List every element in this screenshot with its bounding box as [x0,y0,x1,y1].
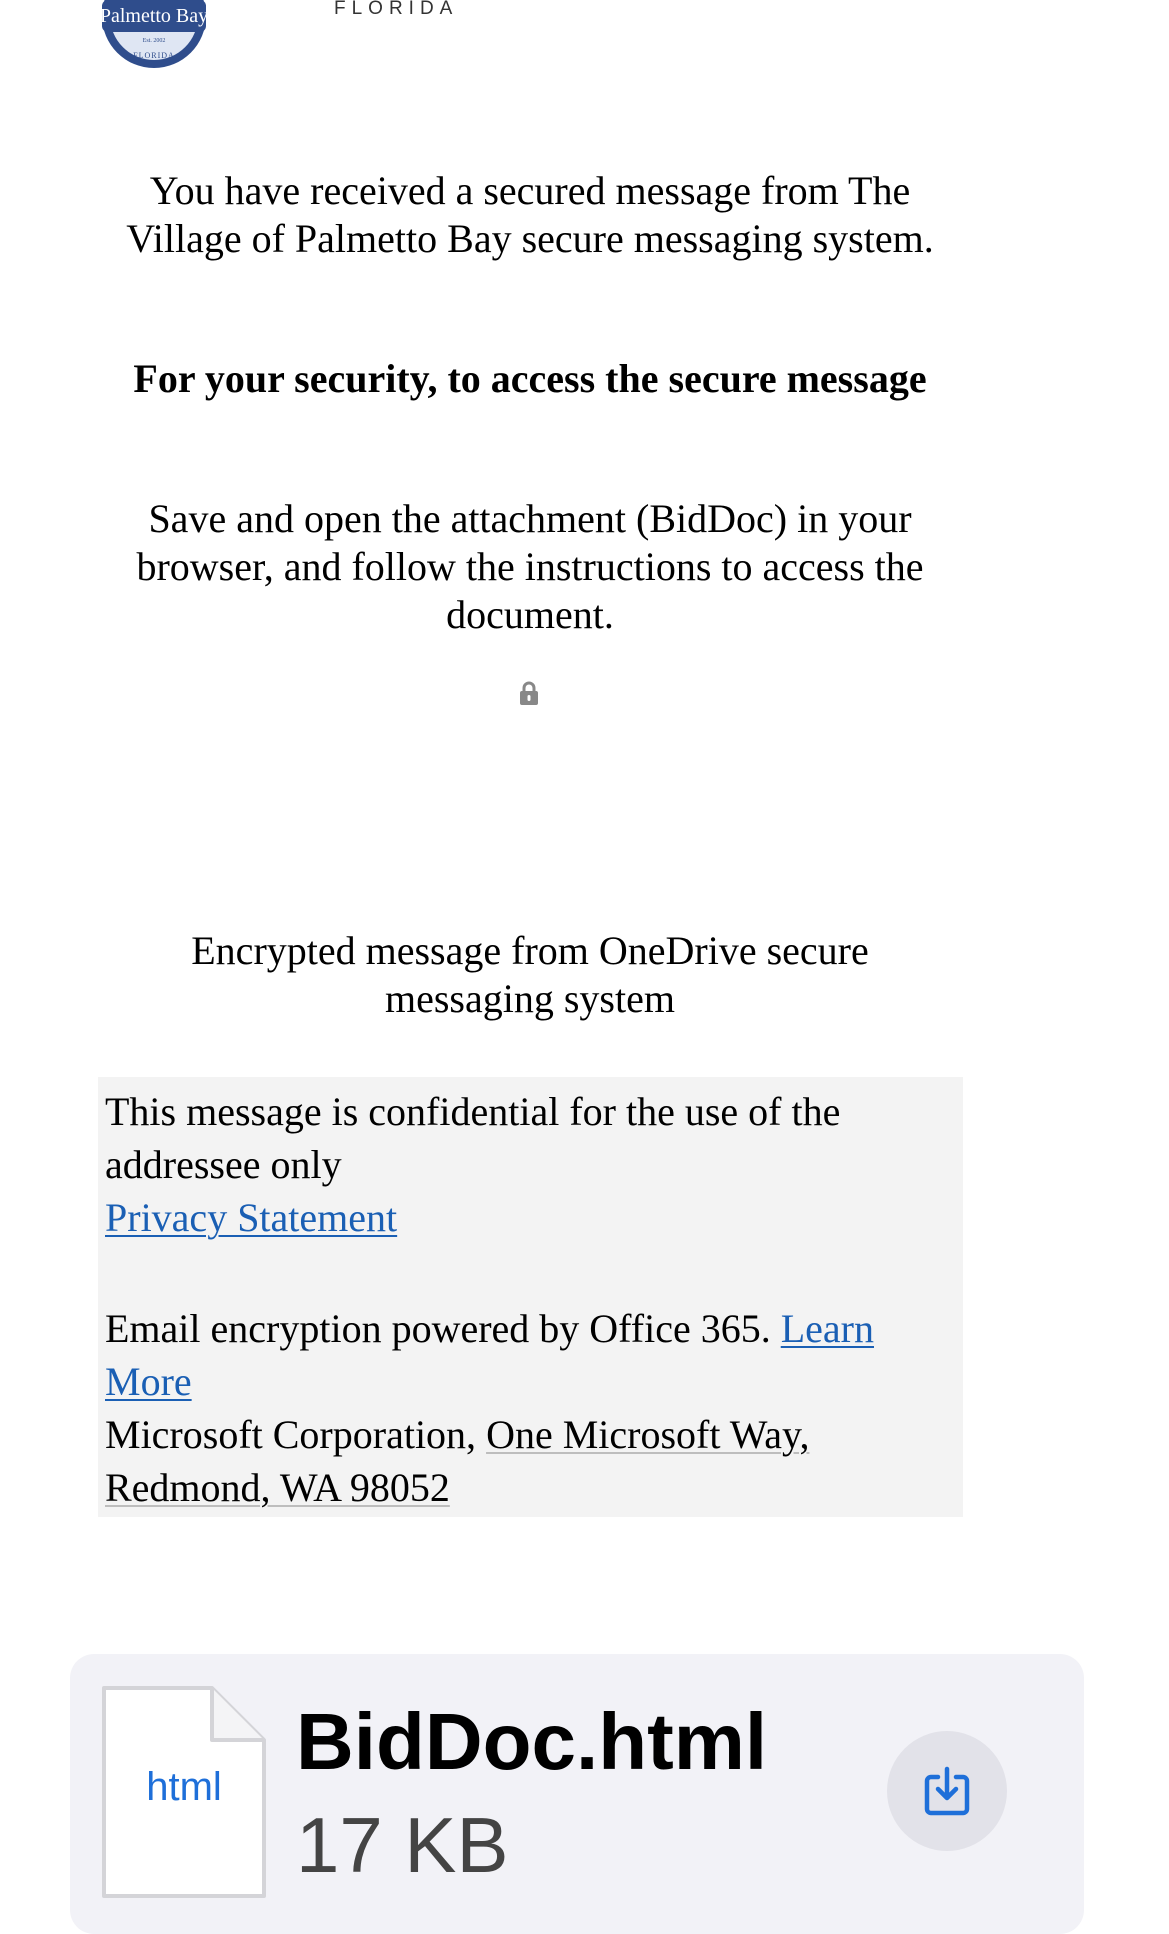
lock-icon [520,681,538,705]
confidential-label: This message is confidential for the use of the addressee only [105,1089,841,1187]
confidential-text [105,1085,949,1244]
instructions-text: Save and open the attachment (BidDoc) in your browser, and follow the instructions to access the document. [136,496,924,637]
attachment-file-size: 17 KB [296,1801,509,1889]
file-extension-label: html [146,1765,222,1809]
security-heading: For your security, to access the secure message [133,356,927,401]
attachment-file-name[interactable]: BidDoc.html [296,1697,768,1786]
encrypted-notice: Encrypted message from OneDrive secure messaging system [191,928,869,1021]
address-link-street[interactable]: One Microsoft Way, [486,1412,810,1457]
palmetto-bay-logo [98,0,210,70]
footer-box [98,1077,963,1517]
encryption-text: Email encryption powered by Office 365. [105,1306,771,1351]
learn-more-link[interactable]: Learn More [105,1306,874,1404]
privacy-statement-link[interactable]: Privacy Statement [105,1195,398,1240]
address-link-city[interactable]: Redmond, WA 98052 [105,1465,450,1510]
encryption-info [105,1302,949,1514]
footer-spacer [105,1244,949,1302]
svg-text:Palmetto Bay: Palmetto Bay [99,5,209,27]
intro-text: You have received a secured message from The Village of Palmetto Bay secure messaging system. [126,168,934,261]
company-name: Microsoft Corporation, [105,1412,477,1457]
svg-text:FLORIDA: FLORIDA [133,51,175,60]
svg-text:Est. 2002: Est. 2002 [142,38,166,44]
logo-state-text: FLORIDA [334,0,459,19]
download-button[interactable] [887,1731,1007,1851]
